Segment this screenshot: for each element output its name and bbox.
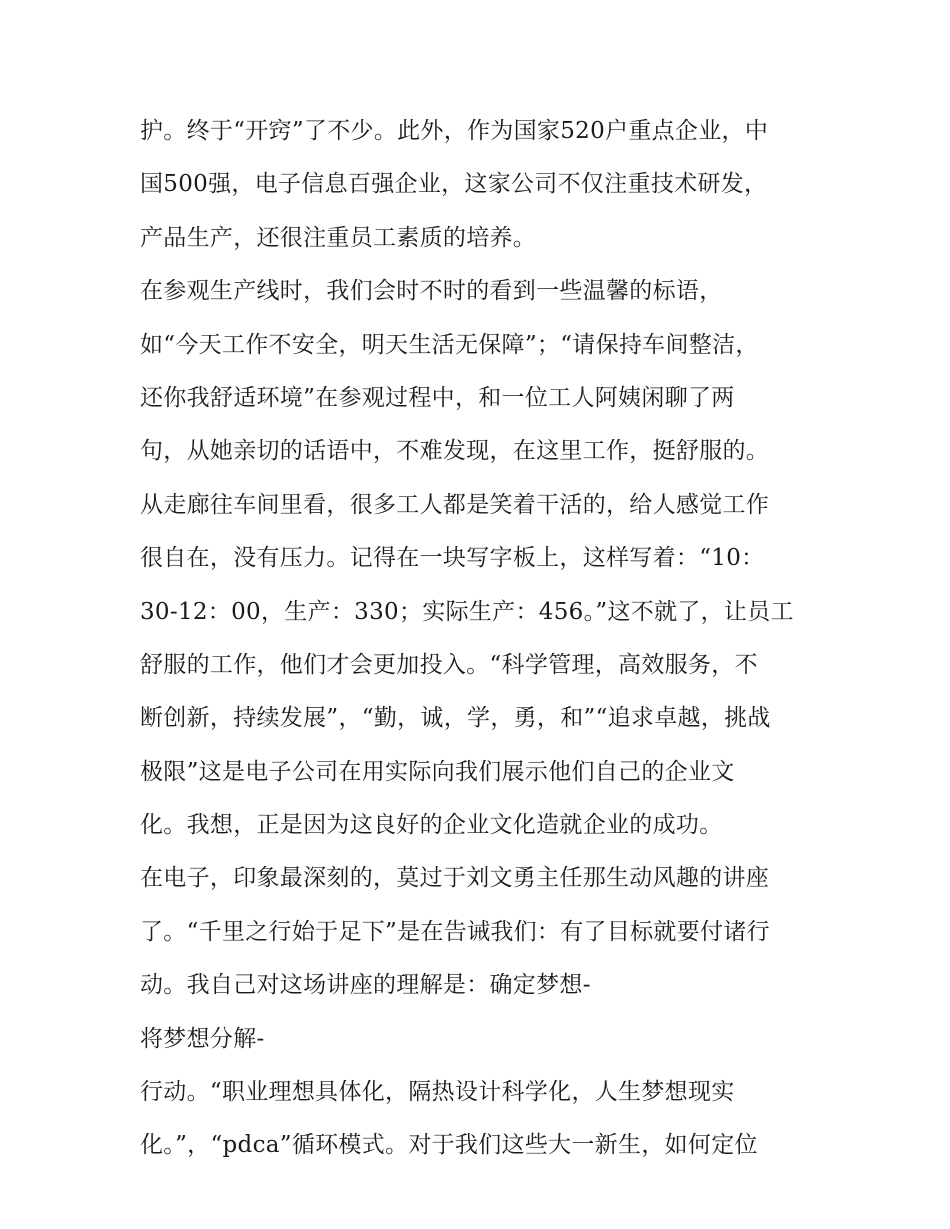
text-line-13: 极限”这是电子公司在用实际向我们展示他们自己的企业文 [140,758,735,785]
text-line-4: 在参观生产线时，我们会时不时的看到一些温馨的标语， [140,278,723,305]
text-line-18: 将梦想分解- [140,1025,265,1052]
text-line-9: 很自在，没有压力。记得在一块写字板上，这样写着：“10： [140,545,765,572]
text-line-17: 动。我自己对这场讲座的理解是：确定梦想- [140,972,591,999]
text-line-20: 化。”，“pdca”循环模式。对于我们这些大一新生，如何定位 [140,1132,758,1159]
text-line-16: 了。“千里之行始于足下”是在告诫我们：有了目标就要付诸行 [140,918,770,945]
text-line-19: 行动。“职业理想具体化，隔热设计科学化，人生梦想现实 [140,1079,735,1106]
text-line-15: 在电子，印象最深刻的，莫过于刘文勇主任那生动风趣的讲座 [140,865,770,892]
text-line-7: 句，从她亲切的话语中，不难发现，在这里工作，挺舒服的。 [140,438,770,465]
text-line-5: 如“今天工作不安全，明天生活无保障”；“请保持车间整洁， [140,331,759,358]
text-line-2: 国500强，电子信息百强企业，这家公司不仅注重技术研发， [140,171,768,198]
body-text [140,108,830,1176]
text-line-10: 30-12：00，生产：330；实际生产：456。”这不就了，让员工 [140,598,794,625]
text-line-8: 从走廊往车间里看，很多工人都是笑着干活的，给人感觉工作 [140,491,770,518]
text-line-11: 舒服的工作，他们才会更加投入。“科学管理，高效服务，不 [140,651,758,678]
text-line-14: 化。我想，正是因为这良好的企业文化造就企业的成功。 [140,812,723,839]
text-line-3: 产品生产，还很注重员工素质的培养。 [140,224,537,251]
text-line-1: 护。终于“开窍”了不少。此外，作为国家520户重点企业，中 [140,118,769,144]
text-line-12: 断创新，持续发展”，“勤，诚，学，勇，和”“追求卓越，挑战 [140,705,771,732]
text-line-6: 还你我舒适环境”在参观过程中，和一位工人阿姨闲聊了两 [140,384,735,411]
